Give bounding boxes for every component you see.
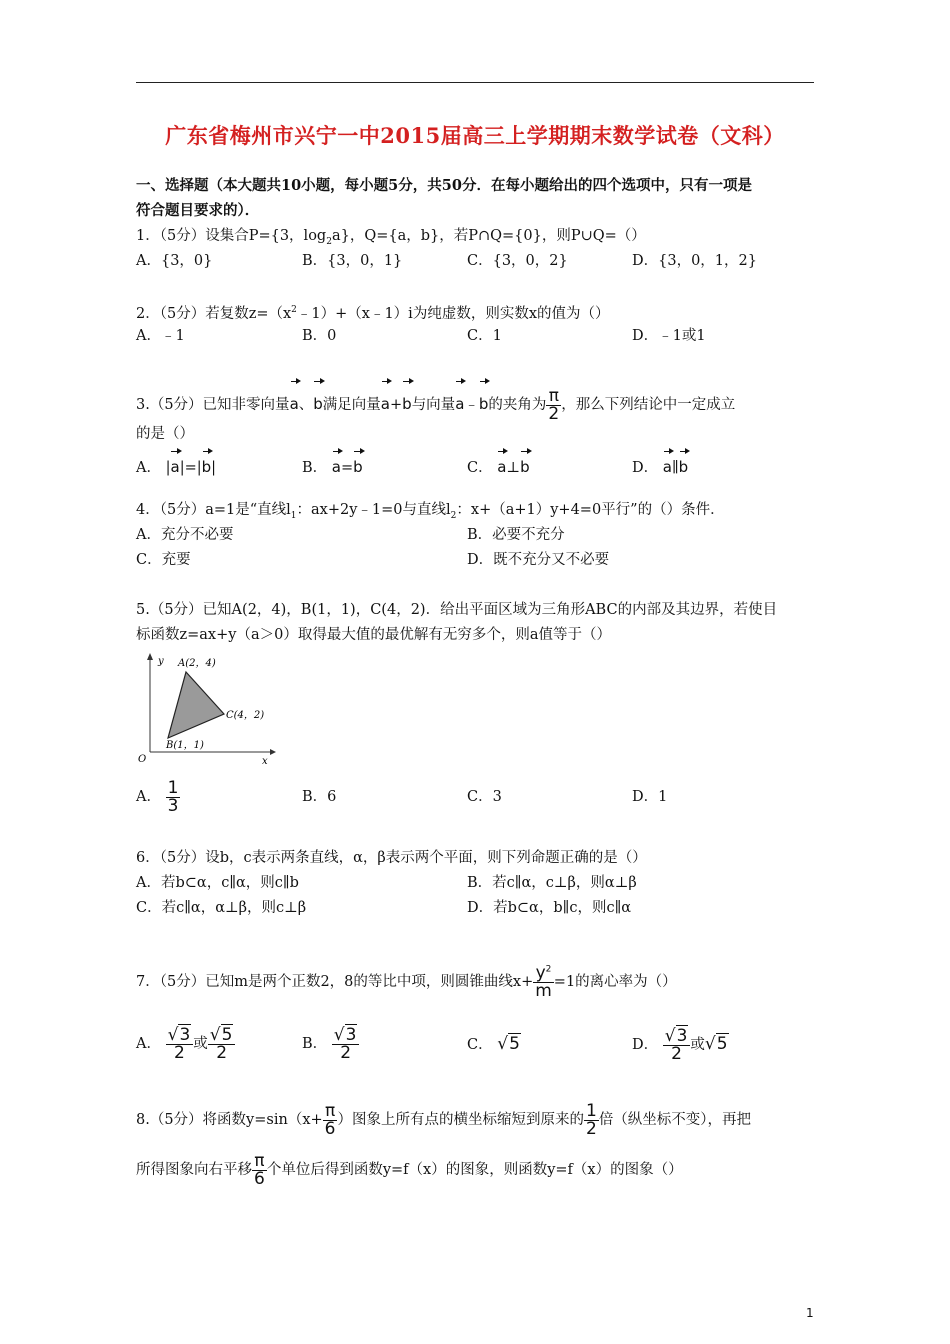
- q7-option-d: D． $\frac{√3}{2}$ 或√5: [632, 1025, 728, 1064]
- question-3-stem: 3.（5分）已知非零向量a、b满足向量a+b与向量a﹣b的夹角为 $\frac{\pi}{2}$ ，那么下列结论中一定成立: [136, 378, 735, 425]
- q2-option-d: D．﹣1或1: [632, 328, 706, 344]
- question-5-stem-line2: 标函数z=ax+y（a＞0）取得最大值的最优解有无穷多个，则a值等于（）: [136, 627, 611, 643]
- q7-option-b: B． $\frac{√3}{2}$: [302, 1022, 359, 1066]
- q7-option-a: A． $\frac{√3}{2}$ 或 $\frac{√5}{2}$: [136, 1022, 235, 1066]
- section-heading-line1: 一、选择题（本大题共10小题，每小题5分，共50分．在每小题给出的四个选项中，只有一项是: [136, 177, 752, 194]
- q5-option-c: C．3: [467, 789, 502, 805]
- q3-option-c: C． a⊥b: [467, 448, 530, 481]
- question-7-stem: 7．（5分）已知m是两个正数2，8的等比中项，则圆锥曲线x+ $\frac{y^2}{m}$ =1的离心率为（）: [136, 962, 677, 1001]
- question-3-stem-line2: 的是（）: [136, 426, 194, 442]
- point-a-label: A(2，4): [178, 658, 216, 669]
- q1-option-d: D．{3，0，1，2}: [632, 253, 757, 269]
- section-heading-line2: 符合题目要求的）．: [136, 202, 260, 219]
- question-2-stem: 2．（5分）若复数$z=(x^2﹣1)+(x﹣1)i$为纯虚数，则实数x的值为（）: [136, 305, 610, 322]
- q3-option-b: B． a=b: [302, 448, 363, 481]
- x-axis-label: x: [262, 756, 268, 767]
- q5-option-a: A． $\frac{1}{3}$: [136, 777, 179, 816]
- q3-option-a: A． |a|=|b|: [136, 448, 216, 481]
- q5-option-d: D．1: [632, 789, 668, 805]
- q6-option-d: D．若b⊂α，b∥c，则c∥α: [467, 900, 632, 916]
- q4-option-a: A．充分不必要: [136, 527, 234, 543]
- y-axis-label: y: [158, 656, 164, 667]
- page-number: 1: [806, 1306, 814, 1320]
- header-rule: [136, 82, 814, 83]
- question-5-stem-line1: 5.（5分）已知A(2，4)，B(1，1)，C(4，2)．给出平面区域为三角形ABC的内部及其边界，若使目: [136, 602, 778, 618]
- triangle-figure: [136, 652, 278, 770]
- q1-option-b: B．{3，0，1}: [302, 253, 403, 269]
- q2-option-c: C．1: [467, 328, 502, 344]
- question-8-stem-line2: 所得图象向右平移 $\frac{\pi}{6}$ 个单位后得到函数y=f（x）的图象，则函数y=f（x）的图象（）: [136, 1150, 683, 1189]
- q2-option-b: B．0: [302, 328, 337, 344]
- q1-option-a: A．{3，0}: [136, 253, 213, 269]
- pi-over-2: $\frac{\pi}{2}$: [548, 385, 560, 424]
- triangle-abc: [168, 672, 224, 738]
- q6-option-a: A．若b⊂α，c∥α，则c∥b: [136, 875, 299, 891]
- q6-option-c: C．若c∥α，α⊥β，则c⊥β: [136, 900, 307, 916]
- q4-option-c: C．充要: [136, 552, 191, 568]
- q2-option-a: A．﹣1: [136, 328, 185, 344]
- q1-option-c: C．{3，0，2}: [467, 253, 568, 269]
- page-title: 广东省梅州市兴宁一中2015届高三上学期期末数学试卷（文科）: [165, 123, 785, 148]
- q4-option-d: D．既不充分又不必要: [467, 552, 610, 568]
- q6-option-b: B．若c∥α，c⊥β，则α⊥β: [467, 875, 637, 891]
- q5-option-b: B．6: [302, 789, 337, 805]
- point-c-label: C(4，2): [226, 710, 265, 721]
- question-6-stem: 6．（5分）设b，c表示两条直线，α，β表示两个平面，则下列命题正确的是（）: [136, 850, 647, 866]
- q4-option-b: B．必要不充分: [467, 527, 565, 543]
- point-b-label: B(1，1): [166, 740, 204, 751]
- question-1-stem: 1．（5分）设集合P={3，$\log_2a$}，Q={a，b}，若P∩Q={0}，则P∪Q=（）: [136, 228, 646, 247]
- question-4-stem: 4．（5分）a=1是“直线$l_1$：ax+2y﹣1=0与直线$l_2$：x+（a+1）y+4=0平行”的（）条件．: [136, 502, 725, 521]
- origin-label: O: [138, 754, 147, 765]
- q7-option-c: C． √5: [467, 1034, 520, 1054]
- question-8-stem-line1: 8.（5分）将函数y=sin（x+ $\frac{\pi}{6}$ ）图象上所有点的横坐标缩短到原来的 $\frac{1}{2}$ 倍（纵坐标不变），再把: [136, 1100, 752, 1139]
- q3-option-d: D． a∥b: [632, 448, 688, 481]
